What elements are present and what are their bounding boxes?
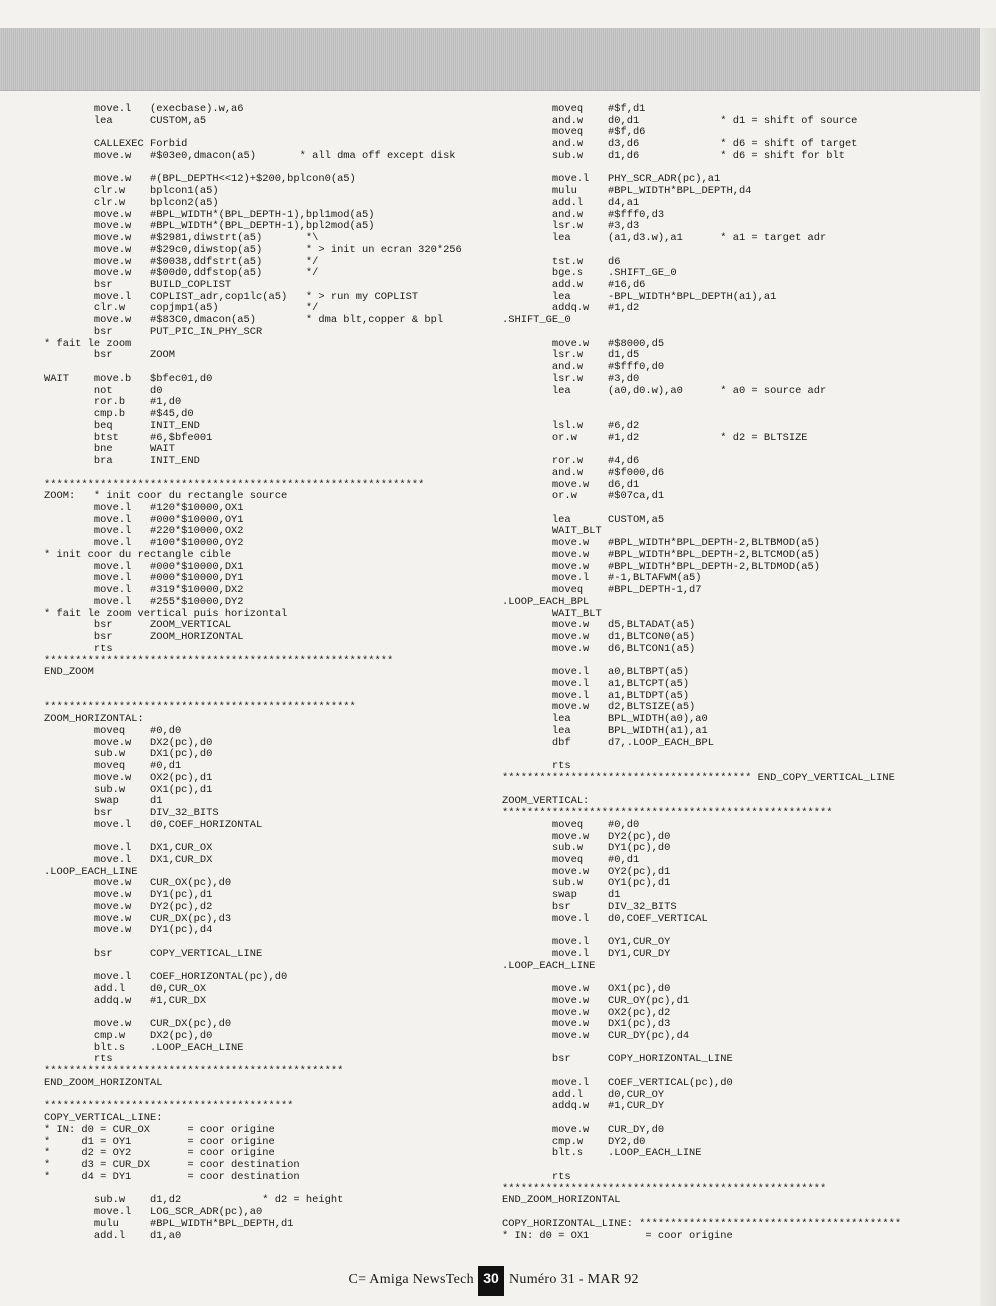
code-line: move.w OX1(pc),d0 (502, 983, 671, 996)
code-line: lea -BPL_WIDTH*BPL_DEPTH(a1),a1 (502, 290, 777, 303)
code-line: dbf d7,.LOOP_EACH_BPL (502, 736, 715, 749)
code-line: lea (a1,d3.w),a1 * a1 = target adr (502, 232, 827, 245)
code-line: cmp.w DY2,d0 (502, 1135, 646, 1148)
code-line: move.l a0,BLTBPT(a5) (502, 666, 690, 679)
code-line: move.w #$03e0,dmacon(a5) * all dma off except disk (44, 149, 456, 162)
code-line: move.w DY2(pc),d2 (44, 900, 213, 913)
code-line: moveq #0,d1 (502, 854, 640, 866)
code-line: ************************************************** (44, 701, 356, 714)
code-line: END_ZOOM (44, 666, 94, 679)
code-line: move.w CUR_DX(pc),d3 (44, 912, 232, 925)
code-line (502, 245, 942, 257)
code-line: sub.w OX1(pc),d1 (44, 783, 213, 796)
code-line: moveq #0,d0 (502, 818, 640, 831)
code-line: add.l d0,CUR_OY (502, 1088, 665, 1101)
code-line: move.w #$2981,diwstrt(a5) *\ (44, 232, 319, 245)
code-line: WAIT_BLT (502, 607, 602, 620)
code-line: bsr ZOOM_HORIZONTAL (44, 631, 244, 644)
code-line: clr.w bplcon2(a5) (44, 196, 219, 209)
code-line: move.l DX1,CUR_OX (44, 842, 213, 855)
code-line: clr.w copjmp1(a5) */ (44, 302, 319, 315)
code-line: .LOOP_EACH_LINE (502, 959, 596, 972)
code-line: bra INIT_END (44, 455, 200, 468)
code-line: move.l COPLIST_adr,cop1lc(a5) * > run my COPLIST (44, 290, 419, 303)
code-line: swap d1 (44, 795, 163, 808)
code-line: lea CUSTOM,a5 (44, 114, 207, 127)
code-line: or.w #1,d2 * d2 = BLTSIZE (502, 431, 808, 444)
code-line: bsr ZOOM_VERTICAL (44, 619, 232, 632)
magazine-name: C= Amiga NewsTech (348, 1272, 474, 1287)
code-line: move.l COEF_VERTICAL(pc),d0 (502, 1076, 733, 1089)
code-line: **************************************************** (502, 1182, 827, 1195)
code-line: * fait le zoom vertical puis horizontal (44, 607, 288, 620)
code-line: ZOOM_VERTICAL: (502, 795, 590, 808)
code-line: moveq #$f,d1 (502, 103, 646, 115)
code-line: move.w DX2(pc),d0 (44, 736, 213, 749)
code-line: add.w #16,d6 (502, 279, 646, 292)
code-line: and.w #$f000,d6 (502, 466, 665, 479)
code-line: bsr BUILD_COPLIST (44, 279, 232, 292)
code-line: lsr.w #3,d3 (502, 220, 640, 233)
code-line: * fait le zoom (44, 337, 132, 350)
code-line: END_ZOOM_HORIZONTAL (502, 1194, 621, 1207)
code-line: bge.s .SHIFT_GE_0 (502, 267, 677, 280)
code-line: move.l (execbase).w,a6 (44, 103, 244, 115)
code-line: rts (502, 760, 571, 773)
code-line: move.w #BPL_WIDTH*(BPL_DEPTH-1),bpl2mod(a5) (44, 220, 375, 233)
code-line: add.l d1,a0 (44, 1229, 182, 1242)
code-line: * IN: d0 = CUR_OX = coor origine (44, 1123, 275, 1136)
code-line: * d2 = OY2 = coor origine (44, 1147, 275, 1160)
code-line: move.w #(BPL_DEPTH<<12)+$200,bplcon0(a5) (44, 173, 356, 186)
code-line: lsl.w #6,d2 (502, 419, 640, 432)
code-line: ************************************************************* (44, 478, 425, 491)
code-line: ror.b #1,d0 (44, 396, 182, 409)
code-line: * init coor du rectangle cible (44, 548, 232, 561)
code-line: ************************************************ (44, 1065, 344, 1078)
code-line: rts (44, 1053, 113, 1066)
code-line: ZOOM: * init coor du rectangle source (44, 490, 288, 503)
code-line: move.w #$29c0,diwstop(a5) * > init un ecran 320*256 (44, 243, 462, 256)
code-line: move.l #220*$10000,OX2 (44, 525, 244, 538)
code-line: **************************************** END_COPY_VERTICAL_LINE (502, 771, 895, 784)
code-line: sub.w d1,d2 * d2 = height (44, 1194, 344, 1207)
code-line: move.l a1,BLTCPT(a5) (502, 677, 690, 690)
code-line: ***************************************************** (502, 807, 833, 820)
code-line: not d0 (44, 384, 163, 397)
code-line: COPY_HORIZONTAL_LINE: ****************************************** (502, 1217, 902, 1230)
code-line: move.w d2,BLTSIZE(a5) (502, 701, 696, 714)
code-line (502, 327, 942, 339)
code-line: mulu #BPL_WIDTH*BPL_DEPTH,d1 (44, 1217, 294, 1230)
code-line: move.w DY2(pc),d0 (502, 830, 671, 843)
code-line: WAIT move.b $bfec01,d0 (44, 372, 213, 385)
code-line: mulu #BPL_WIDTH*BPL_DEPTH,d4 (502, 185, 752, 198)
code-line: move.w #BPL_WIDTH*(BPL_DEPTH-1),bpl1mod(a5) (44, 208, 375, 221)
code-line: addq.w #1,CUR_DX (44, 994, 207, 1007)
code-line: or.w #$07ca,d1 (502, 490, 665, 503)
code-line: move.l #120*$10000,OX1 (44, 501, 244, 514)
code-line: WAIT_BLT (502, 525, 602, 538)
code-line: sub.w DY1(pc),d0 (502, 842, 671, 855)
code-line: move.w #$00d0,ddfstop(a5) */ (44, 267, 319, 280)
code-line: bne WAIT (44, 443, 175, 456)
code-line: move.l PHY_SCR_ADR(pc),a1 (502, 173, 721, 186)
code-line: END_ZOOM_HORIZONTAL (44, 1076, 163, 1089)
code-line: bsr COPY_HORIZONTAL_LINE (502, 1053, 733, 1066)
code-line: bsr ZOOM (44, 349, 175, 362)
code-line: move.l d0,COEF_VERTICAL (502, 912, 708, 925)
code-line (502, 397, 942, 409)
code-line: move.w OX2(pc),d2 (502, 1006, 671, 1019)
code-line: cmp.b #$45,d0 (44, 408, 194, 421)
code-line: sub.w OY1(pc),d1 (502, 877, 671, 890)
code-line: cmp.w DX2(pc),d0 (44, 1030, 213, 1043)
code-line: addq.w #1,d2 (502, 302, 640, 315)
code-line: add.l d0,CUR_OX (44, 983, 207, 996)
code-line: move.w DX1(pc),d3 (502, 1018, 671, 1031)
code-line: bsr PUT_PIC_IN_PHY_SCR (44, 325, 263, 338)
header-band (0, 28, 980, 91)
code-line: lea BPL_WIDTH(a1),a1 (502, 724, 708, 737)
code-line: move.l OY1,CUR_OY (502, 936, 671, 949)
code-line: * d4 = DY1 = coor destination (44, 1170, 300, 1183)
code-line: move.w #$8000,d5 (502, 337, 665, 350)
code-line: **************************************** (44, 1100, 294, 1113)
code-line: move.w DY1(pc),d1 (44, 889, 213, 902)
code-line: moveq #$f,d6 (502, 126, 646, 139)
code-line: move.w CUR_DX(pc),d0 (44, 1018, 232, 1031)
code-line: moveq #0,d0 (44, 724, 182, 737)
code-line: lsr.w #3,d0 (502, 372, 640, 385)
code-line: move.l #255*$10000,DY2 (44, 595, 244, 608)
code-line: blt.s .LOOP_EACH_LINE (502, 1147, 702, 1160)
code-line: move.l #000*$10000,OY1 (44, 513, 244, 526)
code-line: beq INIT_END (44, 419, 200, 432)
code-line: bsr COPY_VERTICAL_LINE (44, 947, 263, 960)
code-line: and.w #$fff0,d3 (502, 208, 665, 221)
code-line: tst.w d6 (502, 255, 621, 268)
code-line: and.w d0,d1 * d1 = shift of source (502, 114, 858, 127)
code-line: .LOOP_EACH_BPL (502, 595, 590, 608)
code-line (502, 503, 942, 515)
code-line: blt.s .LOOP_EACH_LINE (44, 1041, 244, 1054)
code-line: move.w #BPL_WIDTH*BPL_DEPTH-2,BLTCMOD(a5) (502, 548, 821, 561)
code-line: lea BPL_WIDTH(a0),a0 (502, 713, 708, 726)
code-line: COPY_VERTICAL_LINE: (44, 1112, 163, 1125)
code-line: move.w OX2(pc),d1 (44, 771, 213, 784)
code-line: addq.w #1,CUR_DY (502, 1100, 665, 1113)
code-line: move.w #$83C0,dmacon(a5) * dma blt,copper & bpl (44, 314, 444, 327)
code-line: move.w CUR_DY(pc),d4 (502, 1030, 690, 1043)
code-line: rts (44, 642, 113, 655)
code-line: move.l #319*$10000,DX2 (44, 584, 244, 597)
code-line: move.w d6,BLTCON1(a5) (502, 642, 696, 655)
code-line: * IN: d0 = OX1 = coor origine (502, 1229, 733, 1242)
code-line: .SHIFT_GE_0 (502, 314, 571, 327)
code-line: moveq #0,d1 (44, 760, 182, 773)
code-line: ******************************************************** (44, 654, 394, 667)
code-line: and.w d3,d6 * d6 = shift of target (502, 138, 858, 151)
code-line: moveq #BPL_DEPTH-1,d7 (502, 584, 702, 597)
page-footer (0, 1266, 996, 1296)
code-line: sub.w d1,d6 * d6 = shift for blt (502, 149, 845, 162)
code-line: move.w #BPL_WIDTH*BPL_DEPTH-2,BLTDMOD(a5) (502, 560, 821, 573)
code-line: sub.w DX1(pc),d0 (44, 748, 213, 761)
code-line: move.w #BPL_WIDTH*BPL_DEPTH-2,BLTBMOD(a5) (502, 537, 821, 550)
page-number: 30 (478, 1266, 504, 1296)
code-line: lea CUSTOM,a5 (502, 513, 665, 526)
code-line: ror.w #4,d6 (502, 455, 640, 468)
code-line: move.w CUR_OX(pc),d0 (44, 877, 232, 890)
issue-date: Numéro 31 - MAR 92 (509, 1272, 639, 1287)
code-line: move.l DY1,CUR_DY (502, 947, 671, 960)
code-line: add.l d4,a1 (502, 196, 640, 209)
code-line: move.w OY2(pc),d1 (502, 865, 671, 878)
code-line: move.w d5,BLTADAT(a5) (502, 619, 696, 632)
code-line: move.l LOG_SCR_ADR(pc),a0 (44, 1206, 263, 1219)
code-line: swap d1 (502, 889, 621, 902)
code-line: .LOOP_EACH_LINE (44, 865, 138, 878)
code-line: move.l #000*$10000,DY1 (44, 572, 244, 585)
code-line: move.l d0,COEF_HORIZONTAL (44, 818, 263, 831)
code-line: btst #6,$bfe001 (44, 431, 213, 444)
code-line (44, 679, 489, 691)
code-line: * d3 = CUR_DX = coor destination (44, 1159, 300, 1172)
code-line: move.w CUR_DY,d0 (502, 1123, 665, 1136)
code-line (502, 1207, 942, 1219)
code-line: move.l COEF_HORIZONTAL(pc),d0 (44, 971, 288, 984)
code-line: lsr.w d1,d5 (502, 349, 640, 362)
code-line: move.l #-1,BLTAFWM(a5) (502, 572, 702, 585)
code-line: and.w #$fff0,d0 (502, 361, 665, 374)
code-line: move.w d1,BLTCON0(a5) (502, 631, 696, 644)
code-line: * d1 = OY1 = coor origine (44, 1135, 275, 1148)
code-line: ZOOM_HORIZONTAL: (44, 713, 144, 726)
code-line: move.w CUR_OY(pc),d1 (502, 994, 690, 1007)
code-listing-right (502, 104, 942, 1242)
code-line: clr.w bplcon1(a5) (44, 185, 219, 198)
code-line: move.l DX1,CUR_DX (44, 854, 213, 866)
code-line: bsr DIV_32_BITS (44, 807, 219, 820)
code-line: move.w #$0038,ddfstrt(a5) */ (44, 255, 319, 268)
code-line: move.l #100*$10000,OY2 (44, 537, 244, 550)
code-line: rts (502, 1170, 571, 1183)
code-line: move.l a1,BLTDPT(a5) (502, 689, 690, 702)
code-line: lea (a0,d0.w),a0 * a0 = source adr (502, 384, 827, 397)
page-edge (980, 28, 996, 1306)
code-listing-left (44, 104, 489, 1242)
code-line: bsr DIV_32_BITS (502, 900, 677, 913)
code-line (44, 468, 489, 480)
code-line: move.w d6,d1 (502, 478, 640, 491)
code-line: move.l #000*$10000,DX1 (44, 560, 244, 573)
code-line: CALLEXEC Forbid (44, 138, 188, 151)
code-line: move.w DY1(pc),d4 (44, 924, 213, 937)
